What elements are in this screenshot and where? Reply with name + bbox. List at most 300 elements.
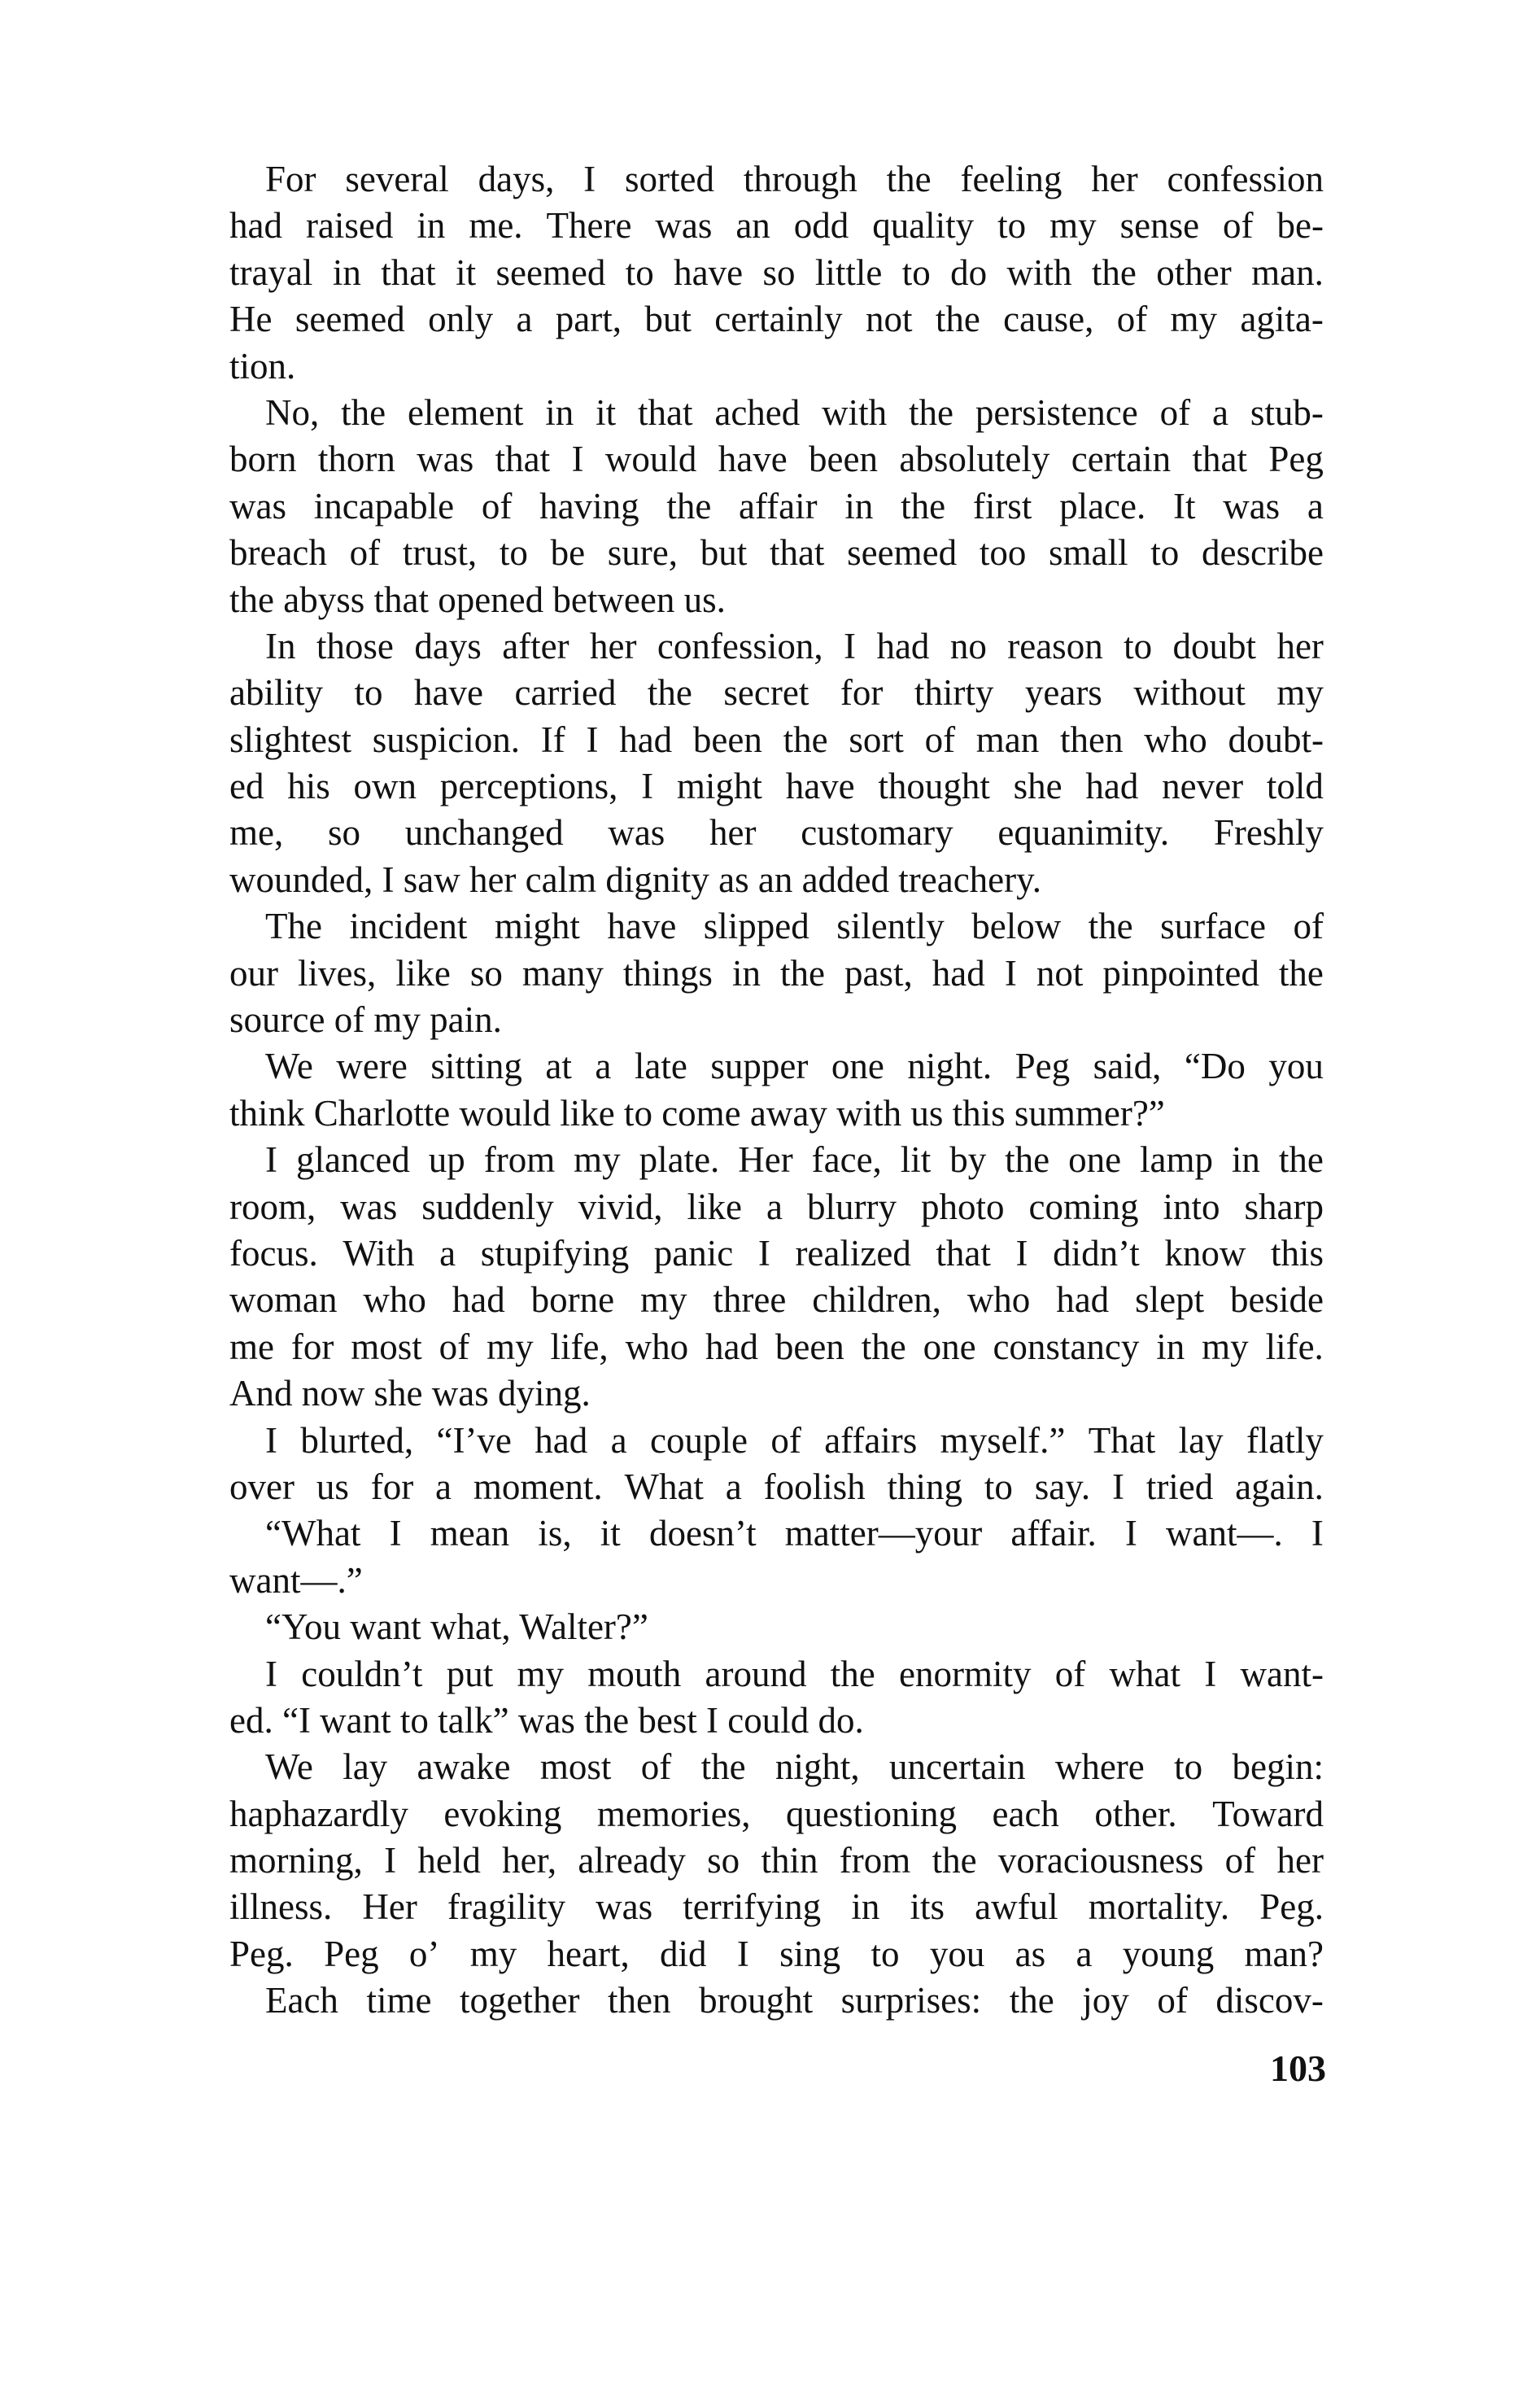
text-line	[229, 483, 1324, 530]
word: seemed	[495, 251, 606, 293]
word: mouth	[587, 1653, 682, 1694]
word: affairs	[824, 1419, 918, 1461]
word: I	[641, 766, 654, 807]
word: cause,	[1003, 299, 1094, 340]
word: already	[578, 1840, 686, 1881]
word: this	[1270, 1232, 1324, 1274]
word: realized	[795, 1232, 911, 1274]
word: know	[1164, 1232, 1246, 1274]
word: panic	[653, 1232, 734, 1274]
word: want—.	[1166, 1513, 1283, 1554]
word: of	[1116, 299, 1148, 340]
word: with	[822, 391, 888, 433]
word: many	[521, 952, 604, 994]
word: Her	[362, 1886, 417, 1928]
word: a	[610, 1419, 627, 1461]
word: thorn	[317, 439, 395, 480]
word: ached	[714, 391, 801, 433]
word: time	[366, 1980, 432, 2021]
word: For	[265, 159, 316, 199]
word: quality	[872, 205, 975, 247]
word: the	[886, 159, 932, 199]
word: of	[439, 1326, 470, 1367]
word: customary	[801, 812, 953, 854]
word: past,	[844, 952, 913, 994]
word: discov-	[1215, 1980, 1324, 2021]
word: night.	[907, 1046, 993, 1087]
word: the	[700, 1746, 746, 1788]
word: who	[625, 1326, 689, 1367]
word: so	[707, 1840, 740, 1881]
text-line	[229, 250, 1324, 296]
word: doesn’t	[648, 1513, 757, 1554]
word: born	[229, 439, 297, 480]
word: sharp	[1244, 1186, 1324, 1227]
word: then	[608, 1980, 671, 2021]
word: to	[984, 1466, 1013, 1507]
word: from	[839, 1840, 911, 1881]
word: she	[1013, 766, 1063, 807]
word: were	[336, 1046, 408, 1087]
word: trust,	[402, 532, 478, 574]
word: had	[535, 1419, 588, 1461]
word: below	[971, 906, 1062, 947]
word: the	[780, 952, 825, 994]
text-line	[229, 670, 1324, 716]
word: my	[469, 1933, 517, 1974]
word: brought	[699, 1980, 814, 2021]
text-line	[229, 1884, 1324, 1930]
word: I	[1311, 1513, 1324, 1554]
word: suddenly	[421, 1186, 554, 1227]
word: her	[1276, 625, 1324, 666]
word: the	[901, 485, 946, 527]
word: mortality.	[1088, 1886, 1230, 1928]
text-line	[229, 1043, 1324, 1090]
word: foolish	[763, 1466, 866, 1507]
word: breach	[229, 532, 327, 574]
word: of	[1054, 1653, 1086, 1694]
word: but	[700, 532, 748, 574]
word: a	[1211, 391, 1228, 433]
word: young	[1122, 1933, 1215, 1974]
word: stupifying	[480, 1232, 630, 1274]
word: the	[909, 391, 953, 433]
word: like	[687, 1186, 742, 1227]
text-line	[229, 1324, 1324, 1370]
word: like	[395, 952, 451, 994]
word: our	[229, 952, 278, 994]
word: I	[389, 1513, 402, 1554]
word: agita-	[1240, 299, 1324, 340]
word: say.	[1034, 1466, 1091, 1507]
text-line	[229, 717, 1324, 763]
text-line	[229, 203, 1324, 249]
word: odd	[793, 205, 849, 247]
word: He	[229, 299, 273, 340]
word: no	[949, 625, 987, 666]
word: my	[1170, 299, 1218, 340]
word: unchanged	[404, 812, 564, 854]
word: a	[595, 1046, 612, 1087]
word: have	[718, 439, 788, 480]
word: evoking	[443, 1793, 562, 1834]
word: a	[725, 1466, 742, 1507]
word: for	[370, 1466, 414, 1507]
text-line	[229, 623, 1324, 670]
word: but	[644, 299, 692, 340]
text-line: the abyss that opened between us.	[229, 579, 726, 620]
word: begin:	[1232, 1746, 1324, 1788]
word: coming	[1028, 1186, 1139, 1227]
word: o’	[408, 1933, 440, 1974]
word: was	[417, 439, 474, 480]
word: night,	[775, 1746, 860, 1788]
word: things	[622, 952, 713, 994]
word: that	[638, 391, 693, 433]
word: seemed	[295, 299, 405, 340]
word: of	[1223, 205, 1254, 247]
word: If	[540, 719, 565, 760]
word: a	[766, 1186, 783, 1227]
text-line	[229, 1230, 1324, 1277]
word: been	[809, 439, 878, 480]
word: was	[655, 205, 713, 247]
word: blurted,	[300, 1419, 414, 1461]
word: one	[1068, 1139, 1122, 1181]
word: those	[316, 625, 394, 666]
word: its	[910, 1886, 945, 1928]
word: the	[935, 299, 980, 340]
word: my	[517, 1653, 564, 1694]
word: myself.”	[940, 1419, 1066, 1461]
word: focus.	[229, 1232, 318, 1274]
word: No,	[265, 391, 320, 433]
word: man?	[1244, 1933, 1324, 1974]
word: absolutely	[899, 439, 1050, 480]
word: the	[1091, 251, 1137, 293]
word: most	[351, 1326, 422, 1367]
text-line	[229, 1184, 1324, 1230]
word: I	[571, 439, 584, 480]
word: over	[229, 1466, 295, 1507]
word: life,	[550, 1326, 609, 1367]
word: her	[590, 625, 637, 666]
word: incident	[349, 906, 468, 947]
word: the	[932, 1840, 977, 1881]
text-line	[229, 951, 1324, 997]
word: silently	[836, 906, 945, 947]
word: thin	[761, 1840, 818, 1881]
word: the	[861, 1326, 906, 1367]
text-line	[229, 1744, 1324, 1790]
word: Peg	[1015, 1046, 1071, 1087]
word: together	[460, 1980, 580, 2021]
text-line: And now she was dying.	[229, 1373, 591, 1414]
word: stub-	[1250, 391, 1324, 433]
word: photo	[920, 1186, 1005, 1227]
word: a	[1307, 485, 1324, 527]
text-line	[229, 296, 1324, 343]
word: that	[1192, 439, 1247, 480]
word: had	[876, 625, 930, 666]
word: each	[992, 1793, 1059, 1834]
text-line	[229, 530, 1324, 576]
word: In	[265, 625, 296, 666]
word: of	[924, 719, 956, 760]
word: a	[516, 299, 533, 340]
word: where	[1054, 1746, 1145, 1788]
word: who	[363, 1279, 426, 1321]
word: lamp	[1139, 1139, 1213, 1181]
word: the	[1005, 1139, 1050, 1181]
text-line: wounded, I saw her calm dignity as an added treachery.	[229, 859, 1041, 900]
word: after	[502, 625, 569, 666]
word: seemed	[847, 532, 958, 574]
word: room,	[229, 1186, 316, 1227]
word: put	[446, 1653, 494, 1694]
word: late	[634, 1046, 687, 1087]
word: what	[1109, 1653, 1180, 1694]
word: persistence	[975, 391, 1138, 433]
word: me,	[229, 812, 284, 854]
text-line	[229, 1137, 1324, 1183]
word: a	[439, 1232, 456, 1274]
word: as	[1015, 1933, 1046, 1974]
word: her,	[502, 1840, 557, 1881]
word: small	[1049, 532, 1128, 574]
word: suspicion.	[372, 719, 521, 760]
word: the	[1278, 952, 1324, 994]
text-line: ed. “I want to talk” was the best I could do.	[229, 1699, 864, 1741]
word: not	[865, 299, 913, 340]
word: might	[494, 906, 580, 947]
word: in	[417, 205, 446, 247]
word: lay	[1178, 1419, 1224, 1461]
word: was	[608, 812, 665, 854]
word: man.	[1251, 251, 1324, 293]
word: The	[265, 906, 322, 947]
word: terrifying	[683, 1886, 822, 1928]
word: sense	[1119, 205, 1200, 247]
word: I	[1204, 1653, 1217, 1694]
word: Peg	[324, 1933, 379, 1974]
word: heart,	[547, 1933, 630, 1974]
text-line	[229, 1931, 1324, 1978]
word: doubt-	[1228, 719, 1324, 760]
word: been	[692, 719, 762, 760]
word: was	[229, 485, 286, 527]
word: slipped	[703, 906, 809, 947]
word: so	[327, 812, 360, 854]
word: have	[674, 251, 744, 293]
word: thought	[878, 766, 990, 807]
word: had	[229, 205, 282, 247]
text-line	[229, 1510, 1324, 1557]
word: sitting	[430, 1046, 522, 1087]
word: other	[1156, 251, 1232, 293]
word: place.	[1059, 485, 1146, 527]
word: held	[417, 1840, 481, 1881]
text-line	[229, 1277, 1324, 1323]
word: that	[495, 439, 551, 480]
word: element	[407, 391, 524, 433]
word: incapable	[313, 485, 455, 527]
word: by	[949, 1139, 987, 1181]
word: Each	[265, 1980, 338, 2021]
word: it	[596, 391, 617, 433]
word: equanimity.	[997, 812, 1170, 854]
word: that	[769, 532, 825, 574]
text-line	[229, 156, 1324, 203]
word: for	[840, 672, 884, 714]
word: up	[428, 1139, 465, 1181]
word: Peg.	[229, 1933, 294, 1974]
word: might	[676, 766, 762, 807]
word: one	[923, 1326, 976, 1367]
word: lives,	[298, 952, 377, 994]
word: not	[1036, 952, 1084, 994]
word: I	[586, 719, 599, 760]
word: in	[851, 1886, 880, 1928]
word: to	[499, 532, 528, 574]
word: I	[1015, 1232, 1028, 1274]
word: thirty	[914, 672, 994, 714]
word: do	[950, 251, 988, 293]
word: Freshly	[1213, 812, 1324, 854]
word: a	[435, 1466, 452, 1507]
word: Peg.	[1259, 1886, 1324, 1928]
word: to	[354, 672, 383, 714]
word: that	[936, 1232, 991, 1274]
word: couldn’t	[301, 1653, 423, 1694]
word: lit	[900, 1139, 932, 1181]
word: would	[604, 439, 697, 480]
word: mean	[430, 1513, 510, 1554]
word: is,	[538, 1513, 572, 1554]
text-line	[229, 810, 1324, 856]
word: to	[901, 251, 931, 293]
word: of	[481, 485, 513, 527]
word: awake	[417, 1746, 511, 1788]
word: supper	[710, 1046, 809, 1087]
word: affair	[739, 485, 818, 527]
word: fragility	[447, 1886, 565, 1928]
word: feeling	[960, 159, 1063, 199]
word: own	[353, 766, 417, 807]
word: secret	[723, 672, 809, 714]
word: been	[775, 1326, 844, 1367]
word: other.	[1094, 1793, 1177, 1834]
word: vivid,	[578, 1186, 663, 1227]
word: awful	[975, 1886, 1058, 1928]
word: had	[1056, 1279, 1110, 1321]
word: in	[1231, 1139, 1260, 1181]
word: her	[709, 812, 757, 854]
text-line	[229, 436, 1324, 483]
word: was	[340, 1186, 398, 1227]
text-line	[229, 1651, 1324, 1698]
word: I	[757, 1232, 770, 1274]
word: of	[770, 1419, 801, 1461]
word: who	[967, 1279, 1031, 1321]
word: part,	[555, 299, 622, 340]
word: matter—your	[784, 1513, 983, 1554]
word: surprises:	[840, 1980, 982, 2021]
word: to	[997, 205, 1027, 247]
word: did	[660, 1933, 707, 1974]
word: so	[469, 952, 503, 994]
word: then	[1060, 719, 1124, 760]
word: that	[381, 251, 436, 293]
word: want-	[1240, 1653, 1324, 1694]
text-line: think Charlotte would like to come away with us this summer?”	[229, 1092, 1165, 1134]
word: confession	[1167, 159, 1324, 199]
word: you	[1268, 1046, 1324, 1087]
word: memories,	[596, 1793, 751, 1834]
text-line	[229, 763, 1324, 810]
word: questioning	[786, 1793, 958, 1834]
word: Peg	[1268, 439, 1324, 480]
word: pinpointed	[1102, 952, 1259, 994]
word: my	[640, 1279, 687, 1321]
word: reason	[1007, 625, 1103, 666]
word: us	[316, 1466, 349, 1507]
word: the	[647, 672, 692, 714]
word: woman	[229, 1279, 338, 1321]
word: to	[871, 1933, 900, 1974]
word: constancy	[993, 1326, 1140, 1367]
word: only	[428, 299, 494, 340]
word: I	[384, 1840, 397, 1881]
word: my	[487, 1326, 534, 1367]
word: ed	[229, 766, 264, 807]
word: an	[735, 205, 770, 247]
word: said,	[1093, 1046, 1162, 1087]
word: I	[1111, 1466, 1124, 1507]
word: his	[287, 766, 330, 807]
word: man	[975, 719, 1040, 760]
word: too	[979, 532, 1027, 574]
body-text	[229, 156, 1324, 2025]
word: three	[713, 1279, 787, 1321]
word: me	[229, 1326, 274, 1367]
word: morning,	[229, 1840, 363, 1881]
word: days,	[478, 159, 555, 199]
word: to	[625, 251, 654, 293]
word: little	[814, 251, 883, 293]
word: affair.	[1010, 1513, 1097, 1554]
page-number: 103	[1270, 2047, 1326, 2089]
word: years	[1024, 672, 1102, 714]
word: my	[1276, 672, 1324, 714]
word: me.	[469, 205, 523, 247]
word: There	[546, 205, 632, 247]
word: didn’t	[1053, 1232, 1140, 1274]
text-line	[229, 903, 1324, 950]
word: had	[1085, 766, 1139, 807]
word: flatly	[1246, 1419, 1324, 1461]
word: of	[1293, 906, 1324, 947]
word: certain	[1071, 439, 1172, 480]
word: I	[1004, 952, 1017, 994]
word: have	[785, 766, 855, 807]
word: in	[731, 952, 761, 994]
word: in	[332, 251, 361, 293]
text-line	[229, 1464, 1324, 1510]
word: sort	[849, 719, 904, 760]
word: around	[705, 1653, 807, 1694]
